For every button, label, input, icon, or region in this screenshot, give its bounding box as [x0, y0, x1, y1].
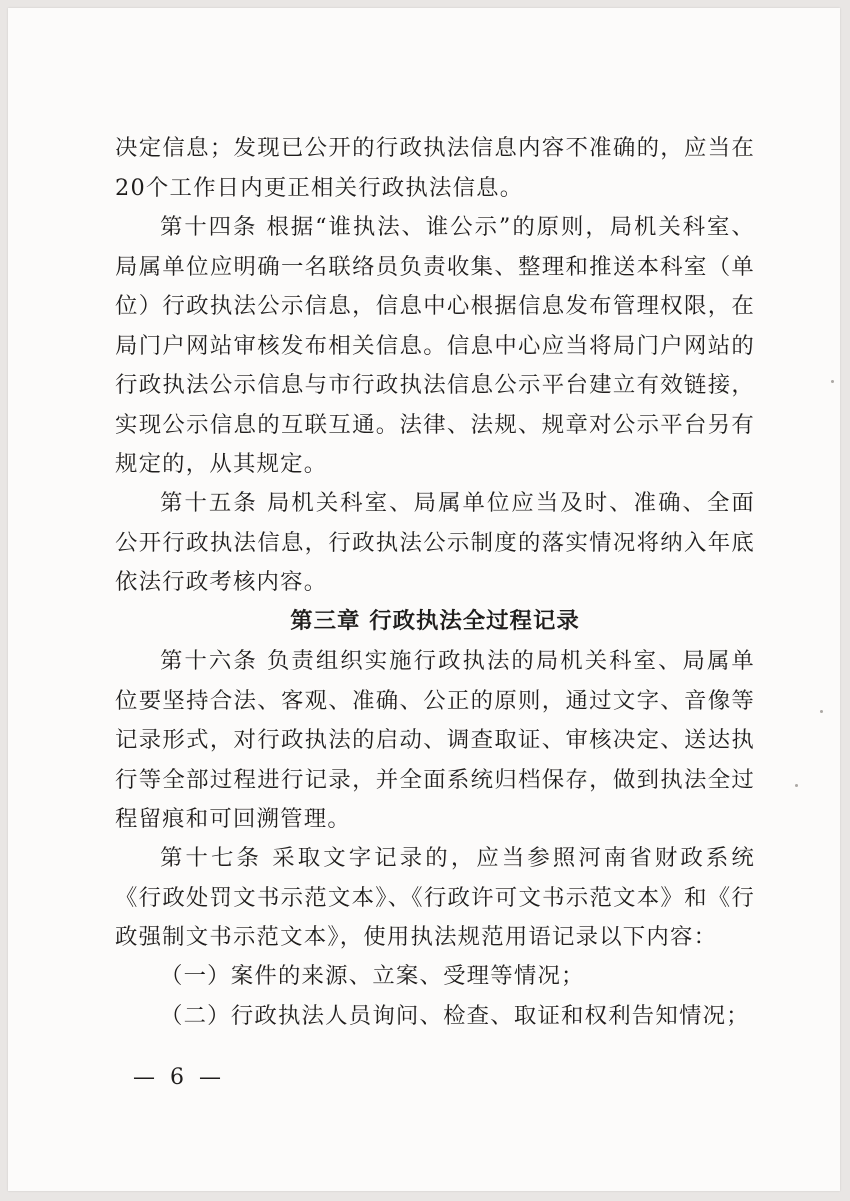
paragraph-article-17: 第十七条 采取文字记录的，应当参照河南省财政系统《行政处罚文书示范文本》、《行政许可文书示范文本》和《行政强制文书示范文本》，使用执法规范用语记录以下内容： — [115, 845, 755, 950]
chapter-title: 第三章 行政执法全过程记录 — [290, 608, 580, 634]
document-page — [8, 8, 840, 1191]
paragraph-article-15: 第十五条 局机关科室、局属单位应当及时、准确、全面公开行政执法信息，行政执法公示制度的落实情况将纳入年底依法行政考核内容。 — [115, 490, 755, 595]
scan-speck — [831, 380, 834, 383]
page-number: — 6 — — [133, 1065, 225, 1090]
paragraph-article-14: 第十四条 根据“谁执法、谁公示”的原则，局机关科室、局属单位应明确一名联络员负责收集、整理和推送本科室（单位）行政执法公示信息，信息中心根据信息发布管理权限，在局门户网站审核发布相关信息。信息中心应当将局门户网站的行政执法公示信息与市行政执法信息公示平台建立有效链接，实现公示信息的互联互通。法律、法规、规章对公示平台另有规定的，从其规定。 — [115, 214, 755, 477]
scan-speck — [820, 710, 823, 713]
paragraph-article-16: 第十六条 负责组织实施行政执法的局机关科室、局属单位要坚持合法、客观、准确、公正的原则，通过文字、音像等记录形式，对行政执法的启动、调查取证、审核决定、送达执行等全部过程进行记录，并全面系统归档保存，做到执法全过程留痕和可回溯管理。 — [115, 648, 755, 832]
list-item-1: （一）案件的来源、立案、受理等情况； — [160, 963, 585, 989]
paragraph-continuation: 决定信息；发现已公开的行政执法信息内容不准确的，应当在20个工作日内更正相关行政执法信息。 — [115, 135, 755, 201]
scan-speck — [795, 784, 798, 787]
list-item-2: （二）行政执法人员询问、检查、取证和权利告知情况； — [160, 1003, 750, 1029]
